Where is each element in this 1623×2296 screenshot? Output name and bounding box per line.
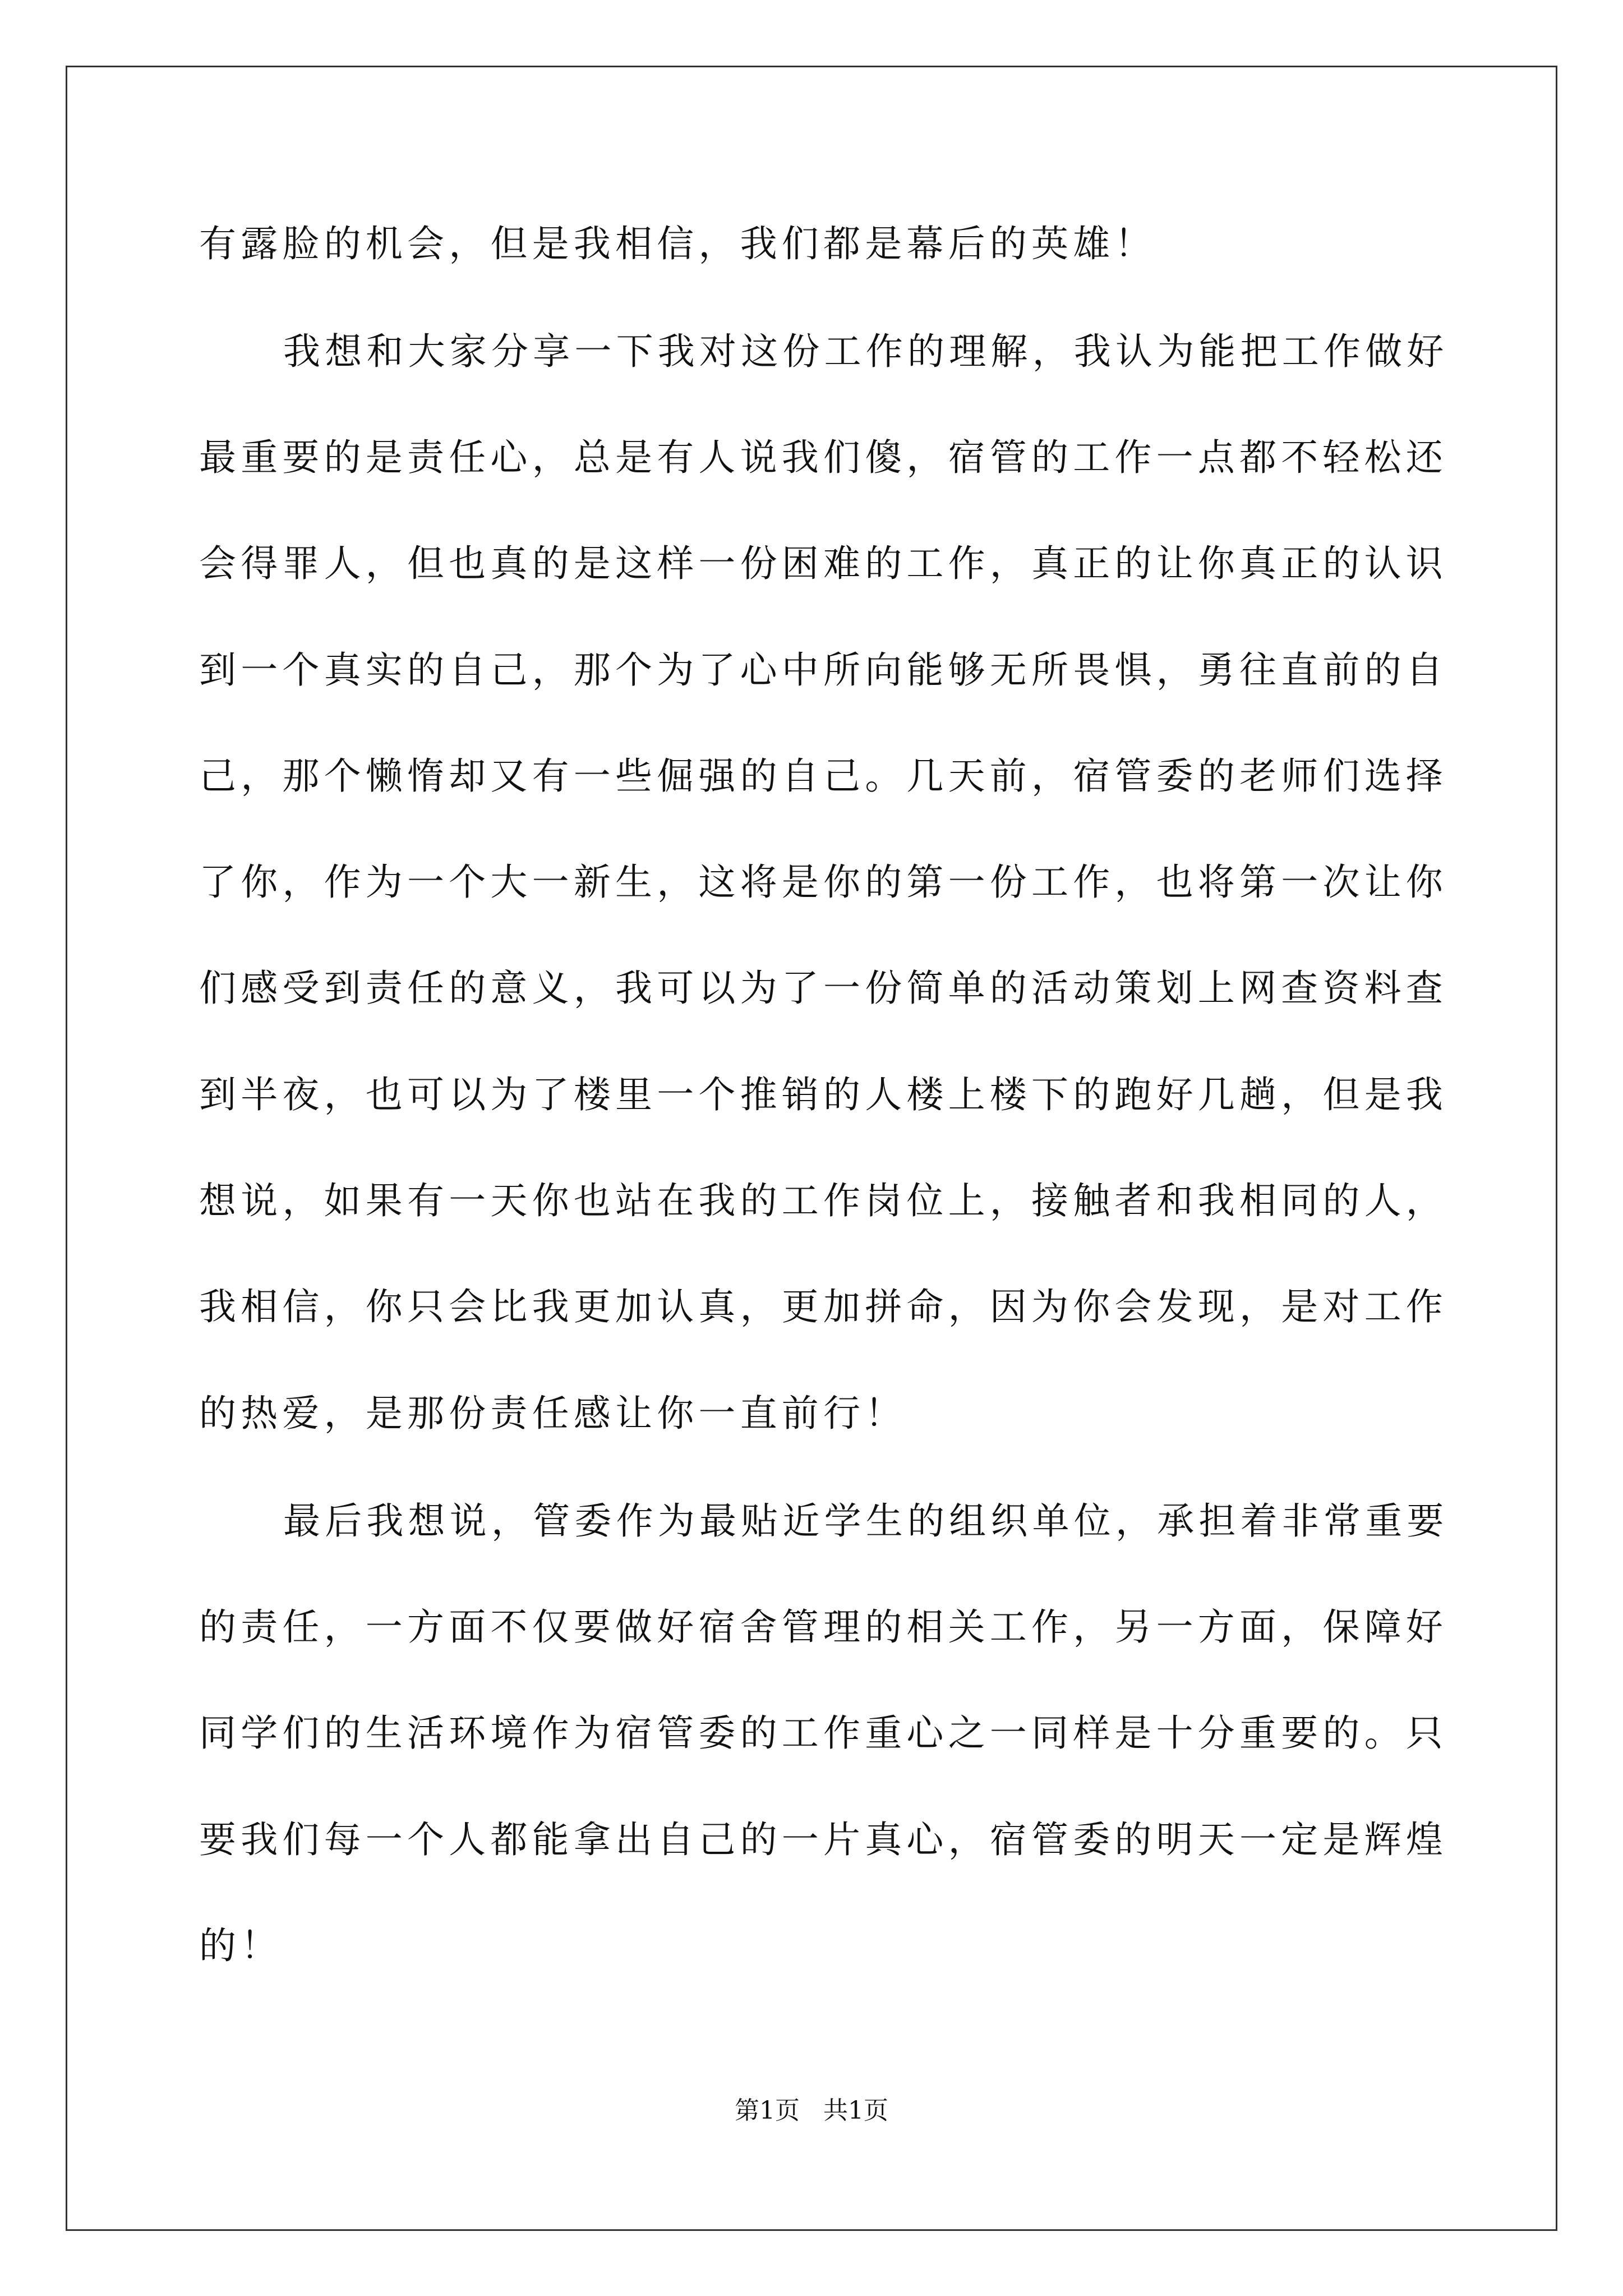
paragraph-start-line: 最后我想说，管委作为最贴近学生的组织单位，承担着非常重要 [283, 1499, 1449, 1543]
text-line: 我相信，你只会比我更加认真，更加拼命，因为你会发现，是对工作 [199, 1285, 1447, 1328]
text-line: 要我们每一个人都能拿出自己的一片真心，宿管委的明天一定是辉煌 [199, 1818, 1447, 1861]
text-line: 到半夜，也可以为了楼里一个推销的人楼上楼下的跑好几趟，但是我 [199, 1073, 1447, 1116]
text-line: 有露脸的机会，但是我相信，我们都是幕后的英雄！ [199, 222, 1156, 265]
text-line: 了你，作为一个大一新生，这将是你的第一份工作，也将第一次让你 [199, 861, 1447, 904]
text-line: 到一个真实的自己，那个为了心中所向能够无所畏惧，勇往直前的自 [199, 648, 1447, 692]
page-border [66, 66, 1557, 2231]
text-line: 们感受到责任的意义，我可以为了一份简单的活动策划上网查资料查 [199, 967, 1447, 1010]
text-line: 同学们的生活环境作为宿管委的工作重心之一同样是十分重要的。只 [199, 1711, 1447, 1755]
page-number-footer: 第1页 共1页 [735, 2096, 888, 2125]
paragraph-start-line: 我想和大家分享一下我对这份工作的理解，我认为能把工作做好 [283, 330, 1449, 373]
text-line: 最重要的是责任心，总是有人说我们傻，宿管的工作一点都不轻松还 [199, 436, 1447, 479]
text-line: 想说，如果有一天你也站在我的工作岗位上，接触者和我相同的人， [199, 1179, 1447, 1222]
text-line: 的热爱，是那份责任感让你一直前行！ [199, 1392, 907, 1435]
text-line: 的责任，一方面不仅要做好宿舍管理的相关工作，另一方面，保障好 [199, 1605, 1447, 1649]
text-line: 的！ [199, 1924, 283, 1967]
text-line: 会得罪人，但也真的是这样一份困难的工作，真正的让你真正的认识 [199, 542, 1447, 585]
text-line: 己，那个懒惰却又有一些倔强的自己。几天前，宿管委的老师们选择 [199, 754, 1447, 798]
